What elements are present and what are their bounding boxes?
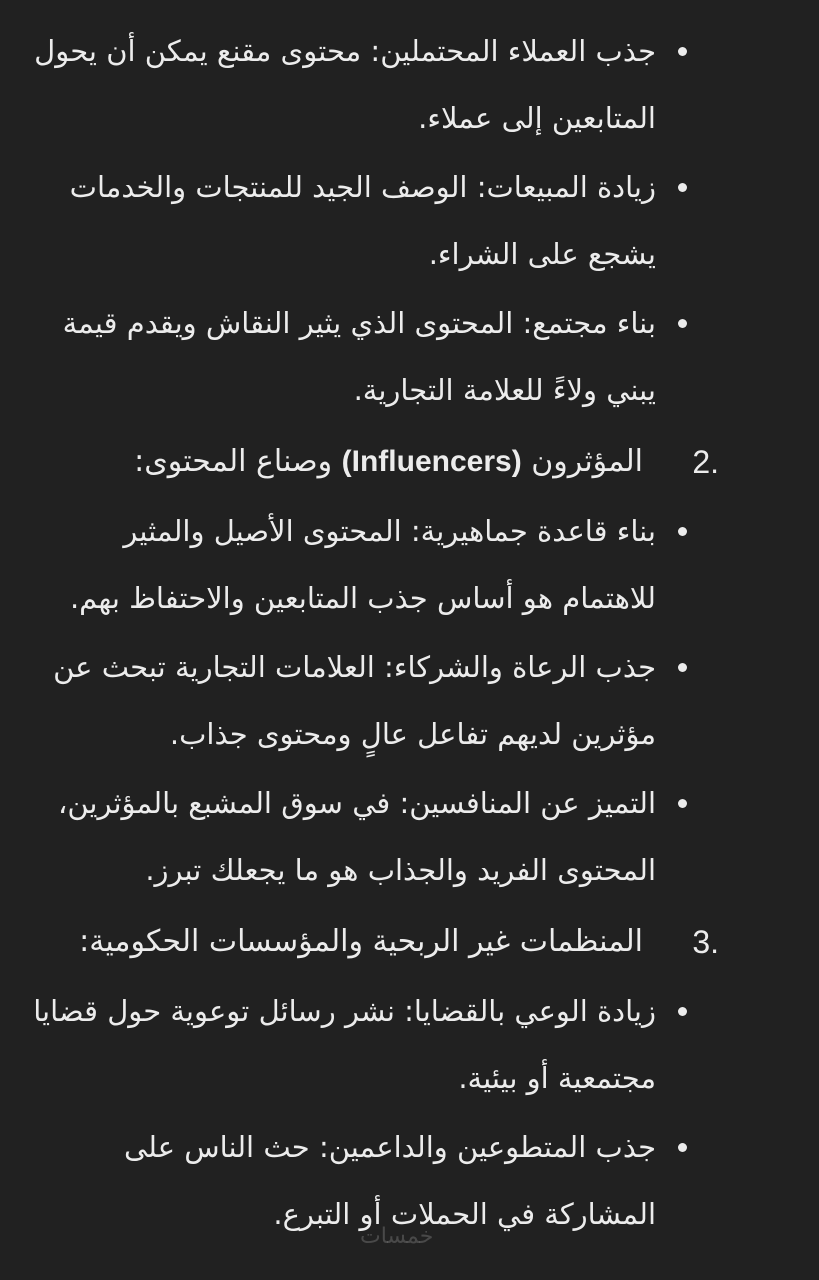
bullet-text: زيادة الوعي بالقضايا: نشر رسائل توعوية حول قضايا مجتمعية أو بيئية. bbox=[33, 994, 656, 1095]
section1-list bbox=[0, 18, 819, 424]
bullet-text: بناء قاعدة جماهيرية: المحتوى الأصيل والمثير للاهتمام هو أساس جذب المتابعين والاحتفاظ بهم. bbox=[69, 514, 656, 615]
bullet-dot-icon bbox=[678, 1143, 687, 1152]
section2-list bbox=[0, 498, 819, 904]
bullet-dot-icon bbox=[678, 183, 687, 192]
heading-post: وصناع المحتوى: bbox=[134, 444, 333, 479]
section2-heading bbox=[0, 428, 819, 496]
bullet-text: بناء مجتمع: المحتوى الذي يثير النقاش ويقدم قيمة يبني ولاءً للعلامة التجارية. bbox=[62, 306, 656, 407]
heading-text bbox=[134, 428, 643, 496]
list-item bbox=[0, 978, 819, 1112]
bullet-dot-icon bbox=[678, 527, 687, 536]
heading-text: المنظمات غير الربحية والمؤسسات الحكومية: bbox=[79, 924, 643, 959]
heading-pre: المؤثرون bbox=[531, 444, 643, 479]
list-number: 2. bbox=[692, 444, 719, 480]
list-item bbox=[0, 770, 819, 904]
list-item bbox=[0, 290, 819, 424]
watermark-logo: خمسات bbox=[360, 1224, 434, 1249]
list-item bbox=[0, 154, 819, 288]
bullet-text: جذب العملاء المحتملين: محتوى مقنع يمكن أن يحول المتابعين إلى عملاء. bbox=[34, 34, 656, 135]
list-item bbox=[0, 498, 819, 632]
section3-heading bbox=[0, 908, 819, 976]
bullet-text: التميز عن المنافسين: في سوق المشبع بالمؤثرين، المحتوى الفريد والجذاب هو ما يجعلك تبرز. bbox=[57, 786, 656, 887]
bullet-text: جذب الرعاة والشركاء: العلامات التجارية تبحث عن مؤثرين لديهم تفاعل عالٍ ومحتوى جذاب. bbox=[53, 650, 656, 751]
bullet-text: جذب المتطوعين والداعمين: حث الناس على المشاركة في الحملات أو التبرع. bbox=[123, 1130, 656, 1231]
bullet-text: زيادة المبيعات: الوصف الجيد للمنتجات والخدمات يشجع على الشراء. bbox=[69, 170, 656, 271]
section3-list bbox=[0, 978, 819, 1248]
list-number: 3. bbox=[692, 924, 719, 960]
bullet-dot-icon bbox=[678, 1007, 687, 1016]
heading-latin: (Influencers) bbox=[341, 445, 522, 478]
list-item bbox=[0, 634, 819, 768]
bullet-dot-icon bbox=[678, 47, 687, 56]
bullet-dot-icon bbox=[678, 799, 687, 808]
list-item bbox=[0, 18, 819, 152]
bullet-dot-icon bbox=[678, 663, 687, 672]
bullet-dot-icon bbox=[678, 319, 687, 328]
